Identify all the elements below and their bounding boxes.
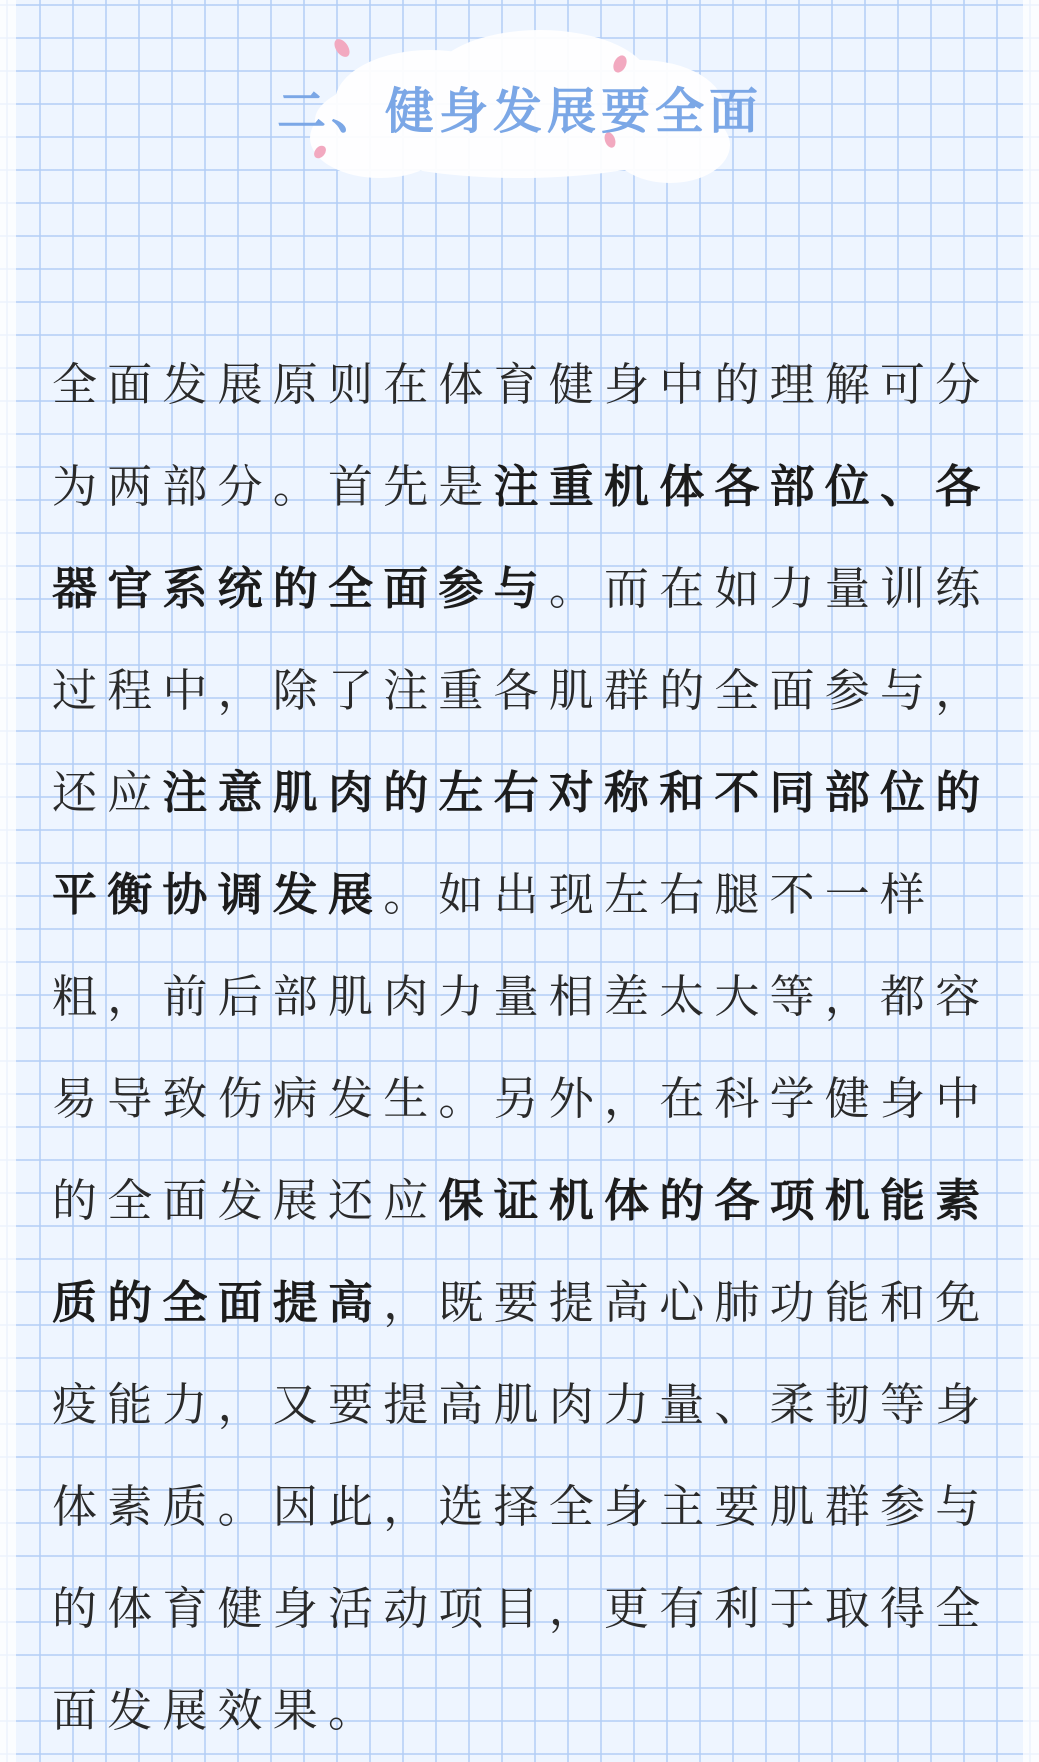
section-title: 二、健身发展要全面 <box>276 83 763 140</box>
paragraph-line <box>52 1150 992 1252</box>
paragraph-line <box>52 538 992 640</box>
paragraph-line <box>52 742 992 844</box>
paragraph-line <box>52 946 992 1048</box>
body-text: 面发展效果。 <box>52 1684 384 1737</box>
section-header <box>276 20 763 200</box>
paragraph-line <box>52 1456 992 1558</box>
body-text: 全面发展原则在体育健身中的理解可分 <box>52 358 991 411</box>
emphasized-text: 保证机体的各项机能素 <box>438 1174 991 1227</box>
body-text: 。而在如力量训练 <box>548 562 991 615</box>
body-text: 。如出现左右腿不一样 <box>383 868 936 921</box>
body-text: 疫能力，又要提高肌肉力量、柔韧等身 <box>52 1378 991 1431</box>
paragraph-line <box>52 1660 992 1762</box>
body-text: 还应 <box>52 766 163 819</box>
paragraph-line <box>52 1354 992 1456</box>
emphasized-text: 注重机体各部位、各 <box>493 460 991 513</box>
paragraph-line <box>52 640 992 742</box>
paragraph-line <box>52 1252 992 1354</box>
paragraph-line <box>52 436 992 538</box>
petal-icon <box>331 36 352 59</box>
article-body <box>52 334 992 1762</box>
body-text: 易导致伤病发生。另外，在科学健身中 <box>52 1072 991 1125</box>
right-edge-fade <box>1023 0 1039 1762</box>
body-text: 过程中，除了注重各肌群的全面参与， <box>52 664 991 717</box>
body-text: ，既要提高心肺功能和免 <box>383 1276 991 1329</box>
emphasized-text: 注意肌肉的左右对称和不同部位的 <box>162 766 991 819</box>
paragraph-line <box>52 1048 992 1150</box>
emphasized-text: 质的全面提高 <box>52 1276 384 1329</box>
body-text: 为两部分。首先是 <box>52 460 494 513</box>
body-text: 的全面发展还应 <box>52 1174 439 1227</box>
paragraph <box>52 334 992 1762</box>
body-text: 体素质。因此，选择全身主要肌群参与 <box>52 1480 991 1533</box>
emphasized-text: 平衡协调发展 <box>52 868 384 921</box>
paragraph-line <box>52 844 992 946</box>
left-edge-fade <box>0 0 16 1762</box>
paragraph-line <box>52 1558 992 1660</box>
body-text: 粗，前后部肌肉力量相差太大等，都容 <box>52 970 991 1023</box>
body-text: 的体育健身活动项目，更有利于取得全 <box>52 1582 991 1635</box>
paragraph-line <box>52 334 992 436</box>
emphasized-text: 器官系统的全面参与 <box>52 562 549 615</box>
